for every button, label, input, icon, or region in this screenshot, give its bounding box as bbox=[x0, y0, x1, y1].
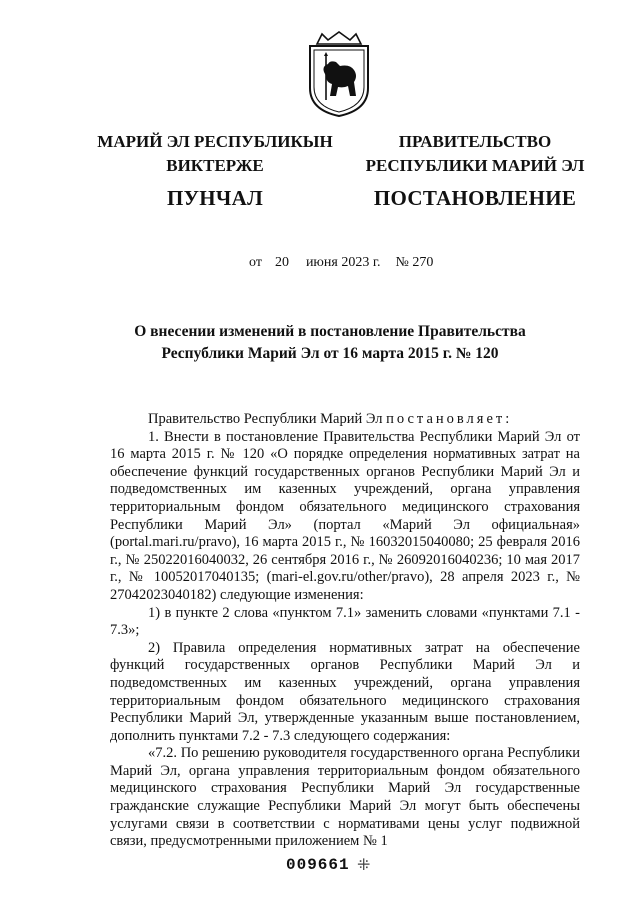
intro-paragraph bbox=[110, 411, 580, 429]
intro-text: Правительство Республики Марий Эл bbox=[148, 411, 387, 427]
paragraph-2: 1) в пункте 2 слова «пунктом 7.1» заменить словами «пунктами 7.1 - 7.3»; bbox=[110, 604, 580, 639]
header-right-line2: РЕСПУБЛИКИ МАРИЙ ЭЛ bbox=[365, 156, 585, 175]
footer-mark: ⁜ bbox=[357, 857, 371, 874]
header-left bbox=[95, 130, 335, 210]
title-line2: Республики Марий Эл от 16 марта 2015 г. № 120 bbox=[161, 345, 499, 362]
header-left-line1: МАРИЙ ЭЛ РЕСПУБЛИКЫН bbox=[97, 132, 333, 151]
document-title bbox=[110, 321, 550, 365]
document-number: № 270 bbox=[395, 255, 434, 270]
date-day: 20 bbox=[274, 255, 289, 270]
header-right-line1: ПРАВИТЕЛЬСТВО bbox=[398, 132, 552, 151]
paragraph-1: 1. Внести в постановление Правительства Республики Марий Эл от 16 марта 2015 г. № 120 «О порядке определения нормативных затрат на обеспечение функций государственных органов Республики Марий Эл и подведомственных им казенных учреждений, органа управления территориальным фондом обязательного медицинского страхования Республики Марий Эл» (портал «Марий Эл официальная» (portal.mari.ru/pravo), 16 марта 2015 г., № 16032015040080; 25 февраля 2016 г., № 25022016040032, 26 сентября 2016 г., № 26092016040236; 10 мая 2017 г., № 10052017040135; (mari-el.gov.ru/other/pravo), 28 апреля 2023 г., № 27042023040182) следующие изменения: bbox=[110, 428, 580, 603]
header-left-doc-type: ПУНЧАЛ bbox=[166, 186, 264, 210]
date-line bbox=[249, 255, 433, 271]
header-right-doc-type: ПОСТАНОВЛЕНИЕ bbox=[373, 186, 577, 210]
date-month-year: июня 2023 г. bbox=[305, 255, 381, 270]
paragraph-4: «7.2. По решению руководителя государственного органа Республики Марий Эл, органа управления территориальным фондом обязательного медицинского страхования Республики Марий Эл государственные гражданские служащие Республики Марий Эл могут быть обеспечены услугами связи в соответствии с нормативами цены услуг подвижной связи, предусмотренными приложением № 1 bbox=[110, 745, 580, 850]
document-body bbox=[110, 411, 580, 851]
coat-of-arms-bear-icon bbox=[300, 30, 378, 118]
date-prefix: от bbox=[249, 255, 262, 270]
intro-verb: постановляет: bbox=[386, 411, 513, 427]
serial-number: 009661 bbox=[286, 856, 350, 874]
paragraph-3: 2) Правила определения нормативных затрат на обеспечение функций государственных органов Республики Марий Эл и подведомственных им казенных учреждений, органа управления территориальным фондом обязательного медицинского страхования Республики Марий Эл, утвержденные указанным выше постановлением, дополнить пунктами 7.2 - 7.3 следующего содержания: bbox=[110, 639, 580, 744]
title-line1: О внесении изменений в постановление Правительства bbox=[134, 323, 526, 340]
header-right bbox=[355, 130, 595, 210]
header-left-line2: ВИКТЕРЖЕ bbox=[166, 156, 264, 175]
